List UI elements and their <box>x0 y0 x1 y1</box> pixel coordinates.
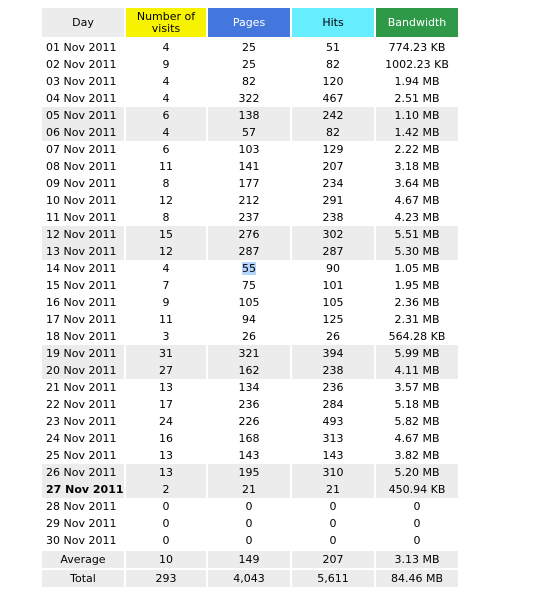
cell-visits: 9 <box>162 296 170 309</box>
table-row <box>42 158 458 175</box>
cell-bandwidth: 2.51 MB <box>394 92 440 105</box>
cell-day: 04 Nov 2011 <box>46 92 117 105</box>
table-row <box>42 39 458 56</box>
table-header-row <box>42 8 458 39</box>
cell-day: 16 Nov 2011 <box>46 296 117 309</box>
cell-day: 22 Nov 2011 <box>46 398 117 411</box>
cell-hits: 82 <box>292 124 374 141</box>
table-row <box>42 243 458 260</box>
cell-bandwidth: 450.94 KB <box>376 481 458 498</box>
cell-pages: 162 <box>208 362 290 379</box>
cell-hits: 0 <box>329 517 337 530</box>
cell-visits: 11 <box>159 160 173 173</box>
table-row <box>42 464 458 481</box>
average-label: Average <box>42 549 124 568</box>
cell-day: 09 Nov 2011 <box>46 177 117 190</box>
cell-bandwidth: 4.11 MB <box>376 362 458 379</box>
cell-pages: 143 <box>238 449 260 462</box>
cell-day: 18 Nov 2011 <box>46 330 117 343</box>
average-pages: 149 <box>208 549 290 568</box>
cell-hits: 0 <box>329 500 337 513</box>
table-row <box>42 175 458 192</box>
cell-hits: 394 <box>292 345 374 362</box>
cell-hits: 90 <box>326 262 340 275</box>
cell-day: 14 Nov 2011 <box>46 262 117 275</box>
cell-bandwidth: 5.18 MB <box>394 398 440 411</box>
header-day: Day <box>42 8 124 39</box>
total-label: Total <box>42 568 124 587</box>
cell-visits: 8 <box>162 211 170 224</box>
cell-pages: 177 <box>238 177 260 190</box>
table-row <box>42 328 458 345</box>
cell-day: 28 Nov 2011 <box>46 500 117 513</box>
cell-pages <box>208 260 290 277</box>
cell-pages: 226 <box>238 415 260 428</box>
cell-day: 27 Nov 2011 <box>42 481 124 498</box>
table-row <box>42 311 458 328</box>
table-row <box>42 430 458 447</box>
cell-day: 26 Nov 2011 <box>42 464 124 481</box>
cell-hits: 236 <box>322 381 344 394</box>
cell-pages: 103 <box>238 143 260 156</box>
cell-day: 21 Nov 2011 <box>46 381 117 394</box>
table-row <box>42 56 458 73</box>
cell-visits: 6 <box>162 143 170 156</box>
cell-hits: 302 <box>292 226 374 243</box>
table-row <box>42 498 458 515</box>
cell-bandwidth: 3.18 MB <box>394 160 440 173</box>
cell-pages: 321 <box>208 345 290 362</box>
cell-bandwidth: 4.67 MB <box>394 194 440 207</box>
cell-pages: 82 <box>242 75 256 88</box>
cell-day: 05 Nov 2011 <box>42 107 124 124</box>
average-visits: 10 <box>126 549 206 568</box>
cell-day: 23 Nov 2011 <box>46 415 117 428</box>
cell-pages: 287 <box>208 243 290 260</box>
table-body <box>42 39 458 549</box>
cell-visits: 12 <box>126 243 206 260</box>
cell-bandwidth: 3.57 MB <box>394 381 440 394</box>
cell-visits: 13 <box>159 449 173 462</box>
cell-pages: 25 <box>242 58 256 71</box>
average-bandwidth: 3.13 MB <box>376 549 458 568</box>
cell-visits: 24 <box>159 415 173 428</box>
cell-bandwidth: 1.95 MB <box>394 279 440 292</box>
cell-pages: 57 <box>208 124 290 141</box>
cell-bandwidth: 3.82 MB <box>394 449 440 462</box>
cell-bandwidth: 5.99 MB <box>376 345 458 362</box>
cell-hits: 207 <box>322 160 344 173</box>
cell-bandwidth: 1.94 MB <box>394 75 440 88</box>
cell-hits: 284 <box>322 398 344 411</box>
cell-visits: 0 <box>162 500 170 513</box>
cell-visits: 8 <box>162 177 170 190</box>
cell-day: 29 Nov 2011 <box>46 517 117 530</box>
cell-hits: 313 <box>322 432 344 445</box>
cell-day: 07 Nov 2011 <box>46 143 117 156</box>
cell-pages: 237 <box>238 211 260 224</box>
cell-hits: 310 <box>292 464 374 481</box>
cell-bandwidth: 5.82 MB <box>394 415 440 428</box>
total-hits: 5,611 <box>292 568 374 587</box>
average-row <box>42 549 458 568</box>
cell-visits: 11 <box>159 313 173 326</box>
cell-pages: 322 <box>238 92 260 105</box>
cell-visits: 0 <box>162 534 170 547</box>
header-hits: Hits <box>292 8 374 39</box>
cell-visits: 13 <box>126 464 206 481</box>
cell-bandwidth: 4.67 MB <box>394 432 440 445</box>
cell-day: 01 Nov 2011 <box>46 41 117 54</box>
cell-visits: 7 <box>162 279 170 292</box>
cell-pages: 195 <box>208 464 290 481</box>
cell-day: 11 Nov 2011 <box>46 211 117 224</box>
cell-pages: 168 <box>238 432 260 445</box>
cell-visits: 13 <box>159 381 173 394</box>
cell-bandwidth: 4.23 MB <box>394 211 440 224</box>
cell-visits: 27 <box>126 362 206 379</box>
table-row <box>42 294 458 311</box>
cell-bandwidth: 1.05 MB <box>394 262 440 275</box>
cell-hits: 291 <box>322 194 344 207</box>
cell-pages: 26 <box>242 330 256 343</box>
cell-visits: 6 <box>126 107 206 124</box>
total-visits: 293 <box>126 568 206 587</box>
table-row <box>42 362 458 379</box>
total-row <box>42 568 458 587</box>
cell-hits: 242 <box>292 107 374 124</box>
cell-hits: 238 <box>292 362 374 379</box>
cell-day: 17 Nov 2011 <box>46 313 117 326</box>
cell-visits: 4 <box>162 75 170 88</box>
cell-hits: 21 <box>292 481 374 498</box>
cell-hits: 143 <box>322 449 344 462</box>
cell-hits: 51 <box>326 41 340 54</box>
cell-day: 02 Nov 2011 <box>46 58 117 71</box>
cell-pages: 236 <box>238 398 260 411</box>
cell-hits: 0 <box>329 534 337 547</box>
cell-day: 30 Nov 2011 <box>46 534 117 547</box>
cell-hits: 82 <box>326 58 340 71</box>
cell-visits: 12 <box>159 194 173 207</box>
cell-bandwidth: 1.10 MB <box>376 107 458 124</box>
cell-day: 10 Nov 2011 <box>46 194 117 207</box>
cell-pages: 134 <box>238 381 260 394</box>
cell-visits: 15 <box>126 226 206 243</box>
daily-stats-table <box>40 8 460 587</box>
cell-visits: 4 <box>162 92 170 105</box>
cell-visits: 4 <box>126 124 206 141</box>
cell-pages: 0 <box>245 500 253 513</box>
cell-pages: 212 <box>238 194 260 207</box>
cell-bandwidth: 2.31 MB <box>394 313 440 326</box>
cell-pages: 21 <box>208 481 290 498</box>
cell-visits: 3 <box>162 330 170 343</box>
table-row <box>42 209 458 226</box>
cell-day: 06 Nov 2011 <box>42 124 124 141</box>
cell-day: 20 Nov 2011 <box>42 362 124 379</box>
header-bandwidth: Bandwidth <box>376 8 458 39</box>
cell-visits: 4 <box>162 262 170 275</box>
table-row <box>42 277 458 294</box>
cell-visits: 31 <box>126 345 206 362</box>
cell-bandwidth: 5.20 MB <box>376 464 458 481</box>
cell-hits: 238 <box>322 211 344 224</box>
cell-day: 19 Nov 2011 <box>42 345 124 362</box>
total-bandwidth: 84.46 MB <box>376 568 458 587</box>
cell-pages: 141 <box>238 160 260 173</box>
table-row <box>42 141 458 158</box>
table-row <box>42 226 458 243</box>
cell-hits: 101 <box>322 279 344 292</box>
cell-hits: 234 <box>322 177 344 190</box>
table-row <box>42 396 458 413</box>
cell-bandwidth: 0 <box>413 517 421 530</box>
cell-visits: 16 <box>159 432 173 445</box>
table-row <box>42 260 458 277</box>
cell-day: 25 Nov 2011 <box>46 449 117 462</box>
cell-hits: 287 <box>292 243 374 260</box>
cell-bandwidth: 2.22 MB <box>394 143 440 156</box>
cell-hits: 467 <box>322 92 344 105</box>
cell-pages: 25 <box>242 41 256 54</box>
total-pages: 4,043 <box>208 568 290 587</box>
table-row <box>42 447 458 464</box>
cell-visits: 17 <box>159 398 173 411</box>
cell-bandwidth: 0 <box>413 534 421 547</box>
cell-visits: 4 <box>162 41 170 54</box>
average-hits: 207 <box>292 549 374 568</box>
cell-bandwidth: 0 <box>413 500 421 513</box>
table-row <box>42 379 458 396</box>
cell-hits: 26 <box>326 330 340 343</box>
cell-bandwidth: 5.30 MB <box>376 243 458 260</box>
cell-pages: 75 <box>242 279 256 292</box>
table-row <box>42 515 458 532</box>
cell-hits: 105 <box>322 296 344 309</box>
cell-bandwidth: 3.64 MB <box>394 177 440 190</box>
cell-day: 15 Nov 2011 <box>46 279 117 292</box>
cell-bandwidth: 1002.23 KB <box>385 58 449 71</box>
cell-hits: 129 <box>322 143 344 156</box>
cell-day: 24 Nov 2011 <box>46 432 117 445</box>
cell-day: 08 Nov 2011 <box>46 160 117 173</box>
table-summary <box>42 549 458 587</box>
cell-day: 03 Nov 2011 <box>46 75 117 88</box>
table-row <box>42 90 458 107</box>
header-pages: Pages <box>208 8 290 39</box>
cell-bandwidth: 1.42 MB <box>376 124 458 141</box>
cell-day: 13 Nov 2011 <box>42 243 124 260</box>
cell-pages: 0 <box>245 517 253 530</box>
table-row <box>42 345 458 362</box>
cell-pages: 138 <box>208 107 290 124</box>
cell-bandwidth: 564.28 KB <box>388 330 446 343</box>
cell-hits: 125 <box>322 313 344 326</box>
cell-bandwidth: 774.23 KB <box>388 41 446 54</box>
cell-day: 12 Nov 2011 <box>42 226 124 243</box>
table-row <box>42 481 458 498</box>
cell-bandwidth: 5.51 MB <box>376 226 458 243</box>
table-row <box>42 73 458 90</box>
table-row <box>42 413 458 430</box>
cell-visits: 0 <box>162 517 170 530</box>
table-row <box>42 107 458 124</box>
selected-text: 55 <box>242 262 256 275</box>
header-visits: Number of visits <box>126 8 206 39</box>
cell-bandwidth: 2.36 MB <box>394 296 440 309</box>
table-row <box>42 192 458 209</box>
cell-hits: 120 <box>322 75 344 88</box>
cell-hits: 493 <box>322 415 344 428</box>
cell-visits: 9 <box>162 58 170 71</box>
cell-visits: 2 <box>126 481 206 498</box>
table-row <box>42 124 458 141</box>
cell-pages: 94 <box>242 313 256 326</box>
cell-pages: 276 <box>208 226 290 243</box>
cell-pages: 0 <box>245 534 253 547</box>
table-row <box>42 532 458 549</box>
cell-pages: 105 <box>238 296 260 309</box>
